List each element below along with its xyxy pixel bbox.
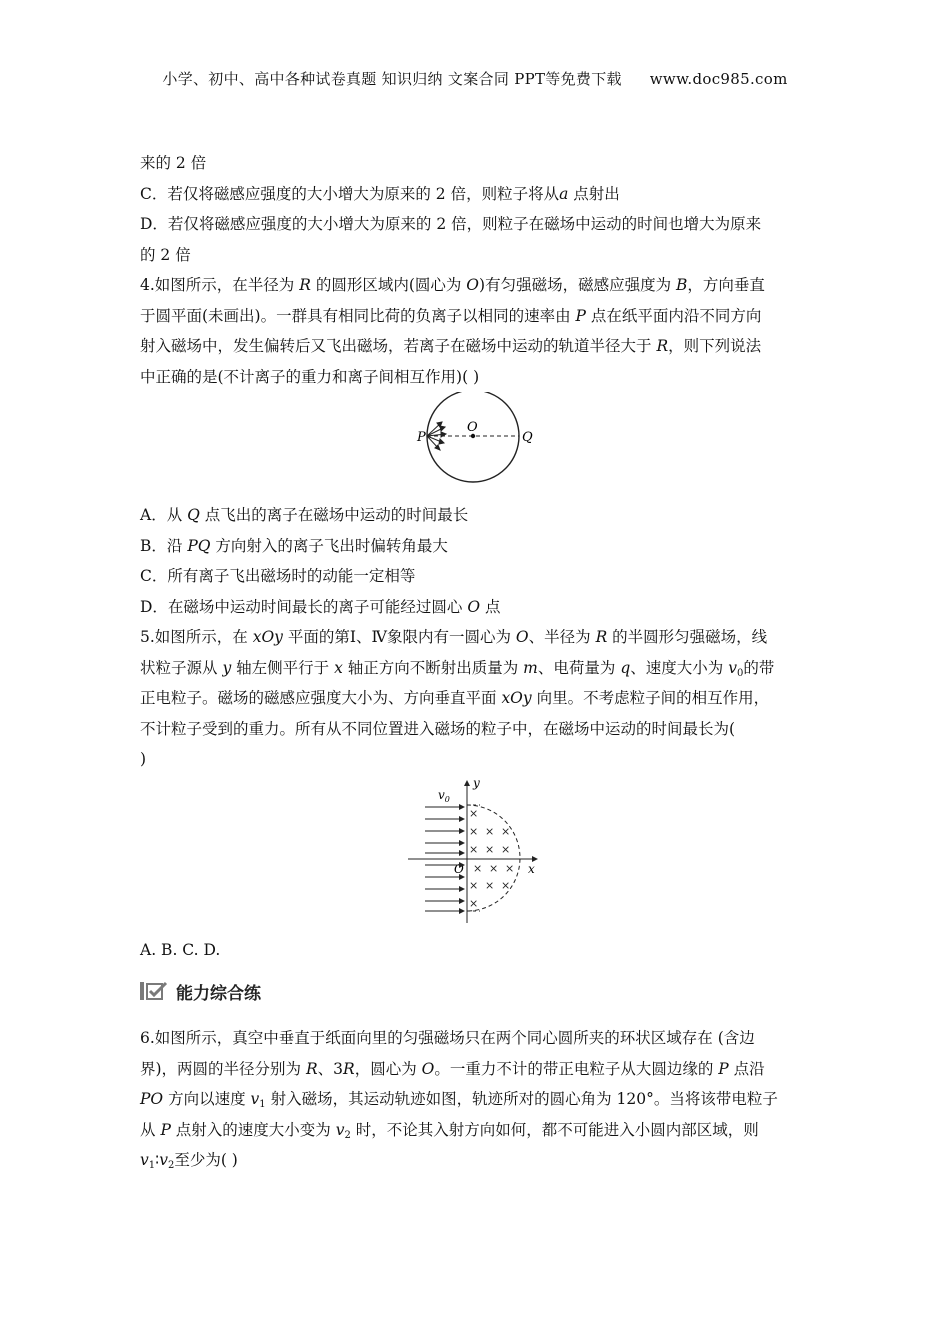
q4-stem-line3: 射入磁场中，发生偏转后又飞出磁场，若离子在磁场中运动的轨道半径大于 R，则下列说法 [140, 337, 762, 355]
svg-text:×: × [485, 878, 495, 892]
document-body [140, 148, 820, 1176]
q6-stem-line2: 界)，两圆的半径分别为 R、3R，圆心为 O。一重力不计的带正电粒子从大圆边缘的 P 点沿 [140, 1059, 765, 1078]
label-v0: $v_0$ [438, 787, 450, 804]
q4-figure [140, 392, 820, 500]
svg-text:×: × [505, 861, 515, 875]
section-title: 能力综合练 [176, 983, 261, 1004]
semicircle-boundary [467, 805, 520, 911]
q3-option-d: D．若仅将磁感应强度的大小增大为原来的 2 倍，则粒子在磁场中运动的时间也增大为原来 [140, 215, 762, 233]
q4-circle-diagram [140, 392, 820, 500]
svg-text:×: × [501, 878, 511, 892]
svg-text:×: × [501, 842, 511, 856]
q5-stem-line4: 不计粒子受到的重力。所有从不同位置进入磁场的粒子中，在磁场中运动的时间最长为( [140, 719, 736, 738]
svg-text:×: × [501, 824, 511, 838]
check-icon [146, 981, 168, 1001]
q4-option-a: A．从 Q 点飞出的离子在磁场中运动的时间最长 [140, 506, 469, 524]
q5-stem-line3: 正电粒子。磁场的磁感应强度大小为、方向垂直平面 xOy 向里。不考虑粒子间的相互作用， [140, 689, 770, 707]
q6-stem-line5: $v_1∶v_2$至少为( ) [140, 1151, 238, 1171]
q6-stem-line4: 从 P 点射入的速度大小变为 $v_2$ 时，不论其入射方向如何，都不可能进入小圆内部区域，则 [140, 1120, 759, 1141]
section-heading [140, 973, 820, 1009]
label-o: O [467, 420, 478, 435]
q5-figure [140, 775, 820, 935]
svg-text:×: × [485, 824, 495, 838]
svg-text:×: × [469, 824, 479, 838]
svg-text:×: × [469, 842, 479, 856]
q4-option-d: D．在磁场中运动时间最长的离子可能经过圆心 O 点 [140, 597, 501, 616]
q4-option-c: C．所有离子飞出磁场时的动能一定相等 [140, 567, 416, 585]
page-header [0, 68, 950, 89]
label-origin: O [454, 861, 464, 876]
q3-option-d-cont: 的 2 倍 [140, 245, 191, 264]
q5-field-diagram [140, 775, 820, 935]
label-y: y [473, 775, 480, 790]
q4-option-b: B．沿 PQ 方向射入的离子飞出时偏转角最大 [140, 536, 448, 555]
q5-stem-line5: ) [140, 750, 147, 768]
svg-text:×: × [473, 861, 483, 875]
label-q: Q [522, 430, 533, 445]
svg-text:×: × [469, 806, 479, 820]
q3-option-c: C．若仅将磁感应强度的大小增大为原来的 2 倍，则粒子将从a 点射出 [140, 184, 620, 203]
q4-stem-line4: 中正确的是(不计离子的重力和离子间相互作用)( ) [140, 367, 480, 386]
q4-stem-line1: 4.如图所示，在半径为 R 的圆形区域内(圆心为 O)有匀强磁场，磁感应强度为 B，方向垂直 [140, 276, 765, 294]
q6-stem-line1: 6.如图所示，真空中垂直于纸面向里的匀强磁场只在两个同心圆所夹的环状区域存在 (含边 [140, 1029, 755, 1047]
q5-stem-line2: 状粒子源从 y 轴左侧平行于 x 轴正方向不断射出质量为 m、电荷量为 q、速度大小为 $v_0$的带 [140, 658, 775, 679]
q6-stem-line3: PO 方向以速度 $v_1$ 射入磁场，其运动轨迹如图，轨迹所对的圆心角为 120°。当将该带电粒子 [140, 1090, 778, 1110]
svg-text:×: × [469, 896, 479, 910]
svg-text:×: × [469, 878, 479, 892]
label-p: P [417, 430, 426, 445]
q5-options: A. B. C. D. [140, 940, 221, 959]
q4-stem-line2: 于圆平面(未画出)。一群具有相同比荷的负离子以相同的速率由 P 点在纸平面内沿不同方向 [140, 306, 762, 325]
q5-stem-line1: 5.如图所示，在 xOy 平面的第Ⅰ、Ⅳ象限内有一圆心为 O、半径为 R 的半圆形匀强磁场，线 [140, 628, 768, 646]
svg-text:×: × [485, 842, 495, 856]
q3-continuation: 来的 2 倍 [140, 154, 207, 172]
header-url[interactable]: www.doc985.com [649, 70, 788, 88]
header-text: 小学、初中、高中各种试卷真题 知识归纳 文案合同 PPT等免费下载 [162, 70, 622, 88]
svg-text:×: × [489, 861, 499, 875]
label-x: x [528, 861, 535, 876]
